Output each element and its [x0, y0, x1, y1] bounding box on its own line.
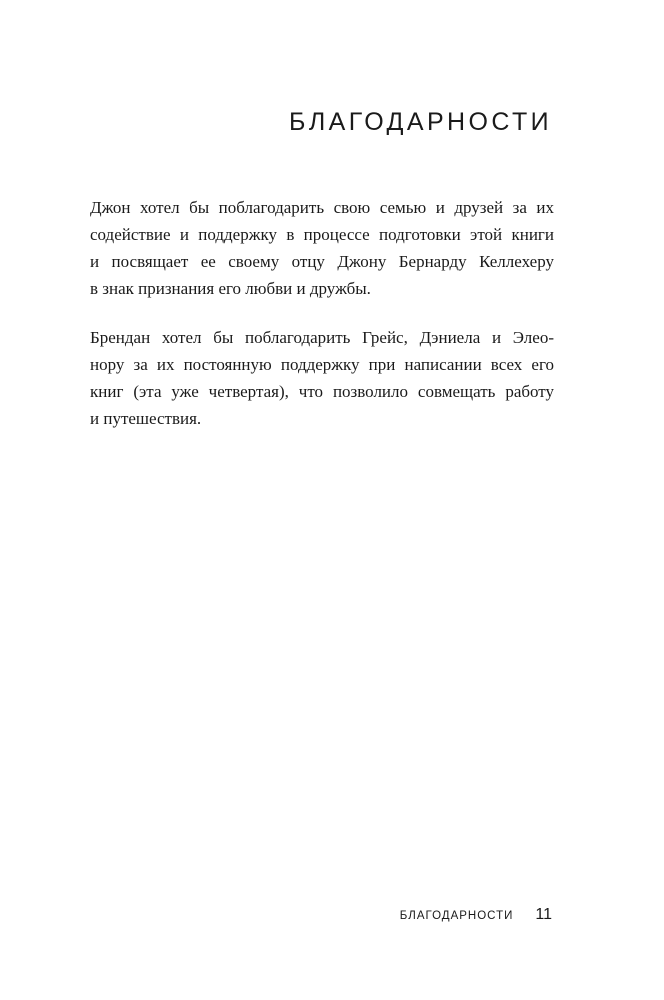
paragraph-john	[90, 194, 554, 302]
text-line: Джон хотел бы поблагодарить свою семью и друзей за их	[90, 198, 554, 217]
chapter-title: БЛАГОДАРНОСТИ	[289, 108, 552, 136]
text-line: Брендан хотел бы поблагодарить Грейс, Дэниела и Элео-	[90, 328, 554, 347]
text-line: в знак признания его любви и дружбы.	[90, 279, 371, 298]
text-line: и путешествия.	[90, 409, 202, 428]
paragraph-brendan	[90, 324, 554, 432]
text-line: и посвящает ее своему отцу Джону Бернарду Келлехеру	[90, 252, 554, 271]
page-number: 11	[535, 906, 552, 923]
text-line: нору за их постоянную поддержку при написании всех его	[90, 355, 554, 374]
running-head: БЛАГОДАРНОСТИ	[399, 910, 514, 922]
body-text	[90, 194, 554, 432]
text-line: содействие и поддержку в процессе подготовки этой книги	[90, 225, 554, 244]
page-footer	[400, 906, 552, 924]
text-line: книг (эта уже четвертая), что позволило совмещать работу	[90, 382, 554, 401]
